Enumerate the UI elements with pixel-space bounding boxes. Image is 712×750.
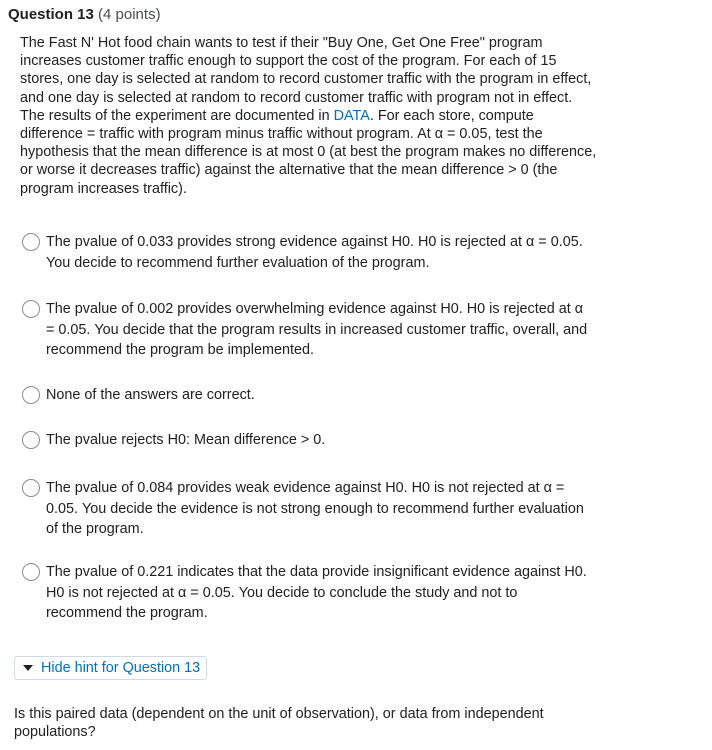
answer-option-label: The pvalue of 0.033 provides strong evidence against H0. H0 is rejected at α = 0.05. You decide to recommend further evaluation of the program.: [46, 234, 583, 271]
question-header: [8, 6, 161, 23]
answer-option-6[interactable]: [22, 562, 602, 624]
answer-option-label: The pvalue of 0.084 provides weak evidence against H0. H0 is not rejected at α = 0.05. You decide the evidence is not strong enough to recommend further evaluation of the program.: [46, 480, 584, 537]
chevron-down-icon: [19, 659, 37, 677]
hint-text: Is this paired data (dependent on the unit of observation), or data from independent populations?: [14, 706, 544, 741]
answer-option-2[interactable]: [22, 299, 602, 361]
radio-button[interactable]: [22, 479, 40, 497]
answer-option-label: The pvalue of 0.002 provides overwhelming evidence against H0. H0 is rejected at α = 0.05. You decide that the program results in increased customer traffic, overall, and recommend the program be implemented.: [46, 301, 588, 358]
radio-button[interactable]: [22, 563, 40, 581]
answer-option-3[interactable]: [22, 385, 602, 406]
answer-option-1[interactable]: [22, 232, 602, 273]
radio-button[interactable]: [22, 233, 40, 251]
question-text: [20, 34, 600, 198]
radio-button[interactable]: [22, 300, 40, 318]
data-link[interactable]: DATA: [333, 107, 370, 124]
question-text-part-1: The Fast N' Hot food chain wants to test if their "Buy One, Get One Free" program increases customer traffic enough to support the cost of the program. For each of 15 stores, one day is selected at random to record customer traffic with the program in effect, and one day is selected at random to record customer traffic with program not in effect. The results of the experiment are documented in: [20, 35, 592, 124]
radio-button[interactable]: [22, 431, 40, 449]
hide-hint-label: Hide hint for Question 13: [41, 660, 201, 676]
answer-option-label: The pvalue rejects H0: Mean difference > 0.: [46, 432, 326, 448]
hide-hint-button[interactable]: [14, 656, 207, 680]
radio-button[interactable]: [22, 386, 40, 404]
question-text-part-2: . For each store, compute difference = traffic with program minus traffic without program. At α = 0.05, test the hypothesis that the mean difference is at most 0 (at best the program makes no difference, or worse it decreases traffic) against the alternative that the mean difference > 0 (the program increases traffic).: [20, 107, 597, 197]
answer-option-label: None of the answers are correct.: [46, 387, 255, 403]
answer-option-4[interactable]: [22, 430, 602, 451]
answer-option-label: The pvalue of 0.221 indicates that the data provide insignificant evidence against H0. H0 is not rejected at α = 0.05. You decide to conclude the study and not to recommend the program.: [46, 564, 587, 621]
question-title: Question 13: [8, 6, 94, 23]
question-points: (4 points): [98, 6, 161, 23]
answer-option-5[interactable]: [22, 478, 602, 540]
